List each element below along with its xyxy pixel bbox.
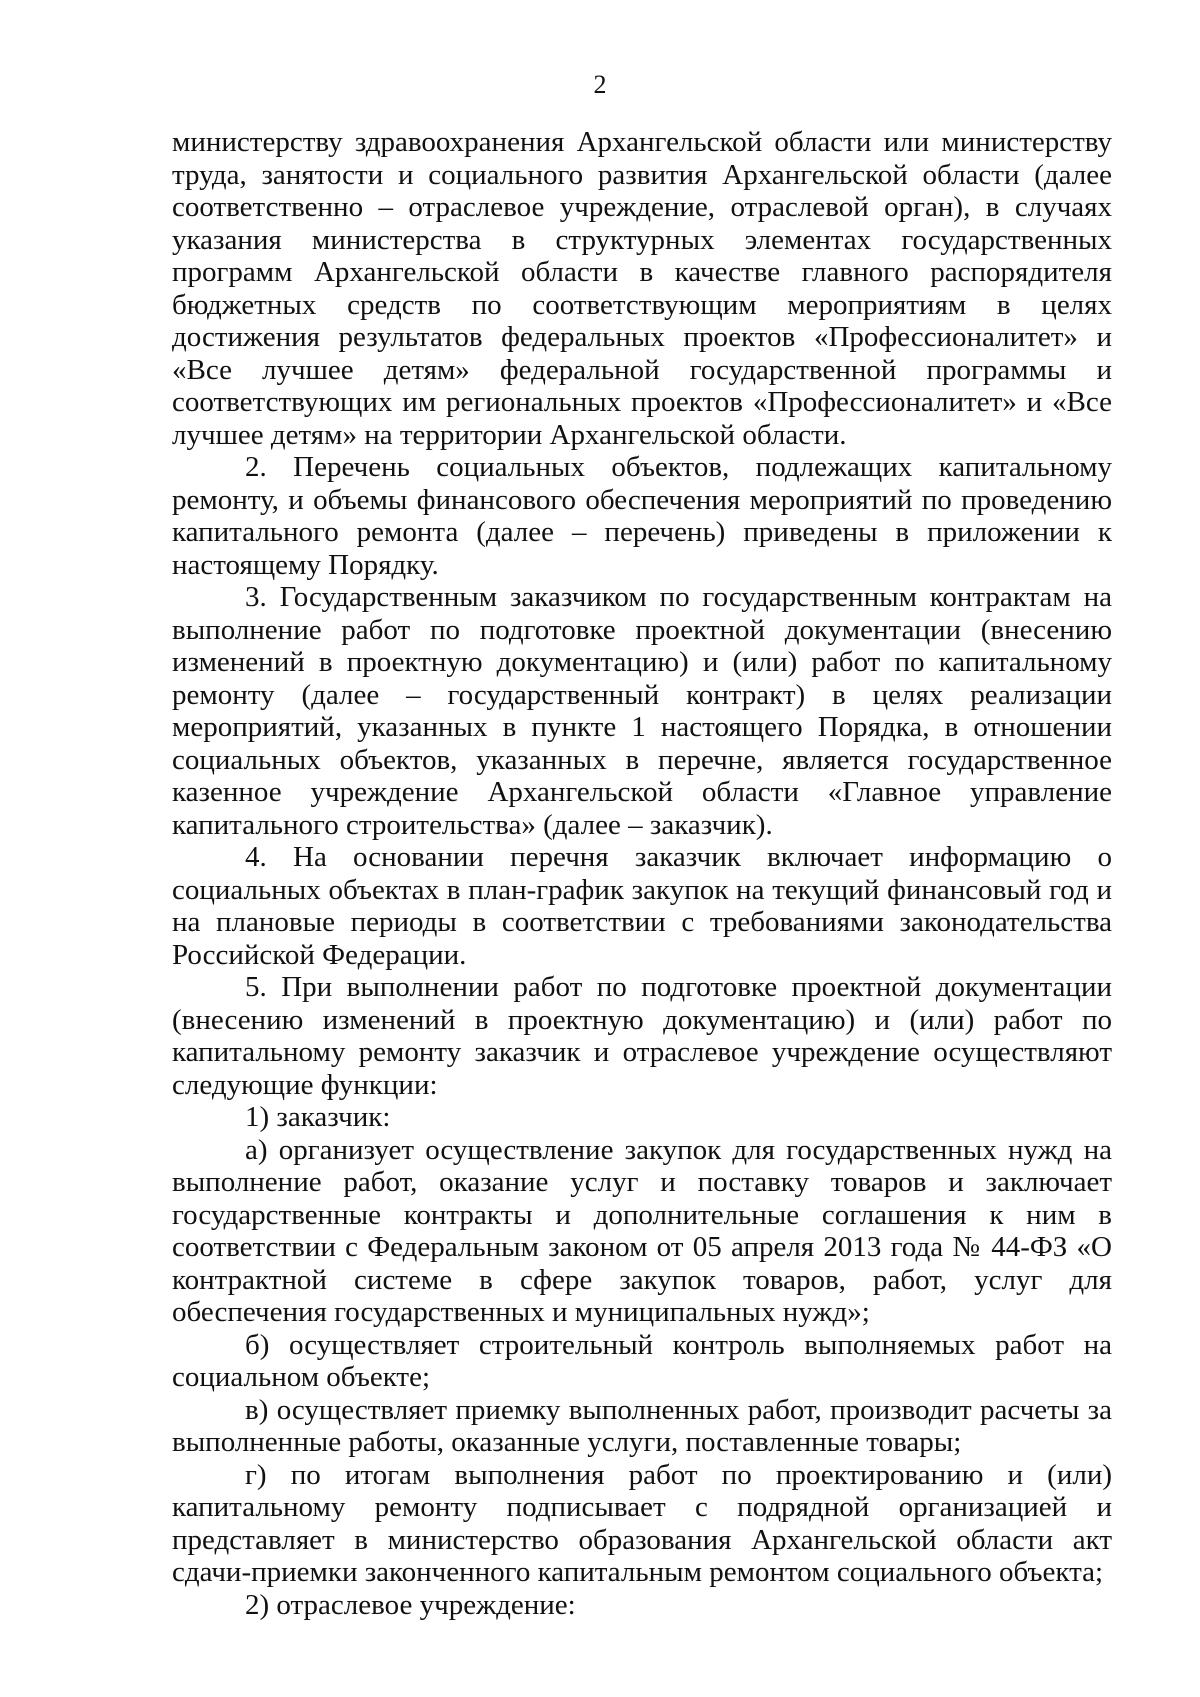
subitem-a: а) организует осуществление закупок для государственных нужд на выполнение работ, оказание услуг и поставку товаров и заключает государственные контракты и дополнительные соглашения к ним в соответствии с Федеральным законом от 05 апреля 2013 года № 44-ФЗ «О контрактной системе в сфере закупок товаров, работ, услуг для обеспечения государственных и муниципальных нужд»; [172,1133,1112,1328]
subitem-customer: 1) заказчик: [245,1101,391,1133]
paragraph-continuation: министерству здравоохранения Архангельской области или министерству труда, занятости и социального развития Архангельской области (далее соответственно – отраслевое учреждение, отраслевой орган), в случаях указания министерства в структурных элементах государственных программ Архангельской области в качестве главного распорядителя бюджетных средств по соответствующим мероприятиям в целях достижения результатов федеральных проектов «Профессионалитет» и «Все лучшее детям» федеральной государственной программы и соответствующих им региональных проектов «Профессионалитет» и «Все лучшее детям» на территории Архангельской области. [172,126,1112,451]
page-number: 2 [593,70,607,99]
paragraph-item-5: 5. При выполнении работ по подготовке проектной документации (внесению изменений в проектную документацию) и (или) работ по капитальному ремонту заказчик и отраслевое учреждение осуществляют следующие функции: [172,971,1112,1101]
paragraph-item-2: 2. Перечень социальных объектов, подлежащих капитальному ремонту, и объемы финансового обеспечения мероприятий по проведению капитального ремонта (далее – перечень) приведены в приложении к настоящему Порядку. [172,451,1112,581]
document-body [172,126,1112,1621]
subitem-b: б) осуществляет строительный контроль выполняемых работ на социальном объекте; [172,1328,1112,1393]
paragraph-item-4: 4. На основании перечня заказчик включает информацию о социальных объектах в план-график закупок на текущий финансовый год и на плановые периоды в соответствии с требованиями законодательства Российской Федерации. [172,841,1112,971]
subitem-g: г) по итогам выполнения работ по проектированию и (или) капитальному ремонту подписывает с подрядной организацией и представляет в министерство образования Архангельской области акт сдачи-приемки законченного капитальным ремонтом социального объекта; [172,1458,1112,1588]
subitem-v: в) осуществляет приемку выполненных работ, производит расчеты за выполненные работы, оказанные услуги, поставленные товары; [172,1393,1112,1458]
paragraph-item-3: 3. Государственным заказчиком по государственным контрактам на выполнение работ по подготовке проектной документации (внесению изменений в проектную документацию) и (или) работ по капитальному ремонту (далее – государственный контракт) в целях реализации мероприятий, указанных в пункте 1 настоящего Порядка, в отношении социальных объектов, указанных в перечне, является государственное казенное учреждение Архангельской области «Главное управление капитального строительства» (далее – заказчик). [172,581,1112,841]
subitem-sector-institution: 2) отраслевое учреждение: [245,1588,576,1621]
